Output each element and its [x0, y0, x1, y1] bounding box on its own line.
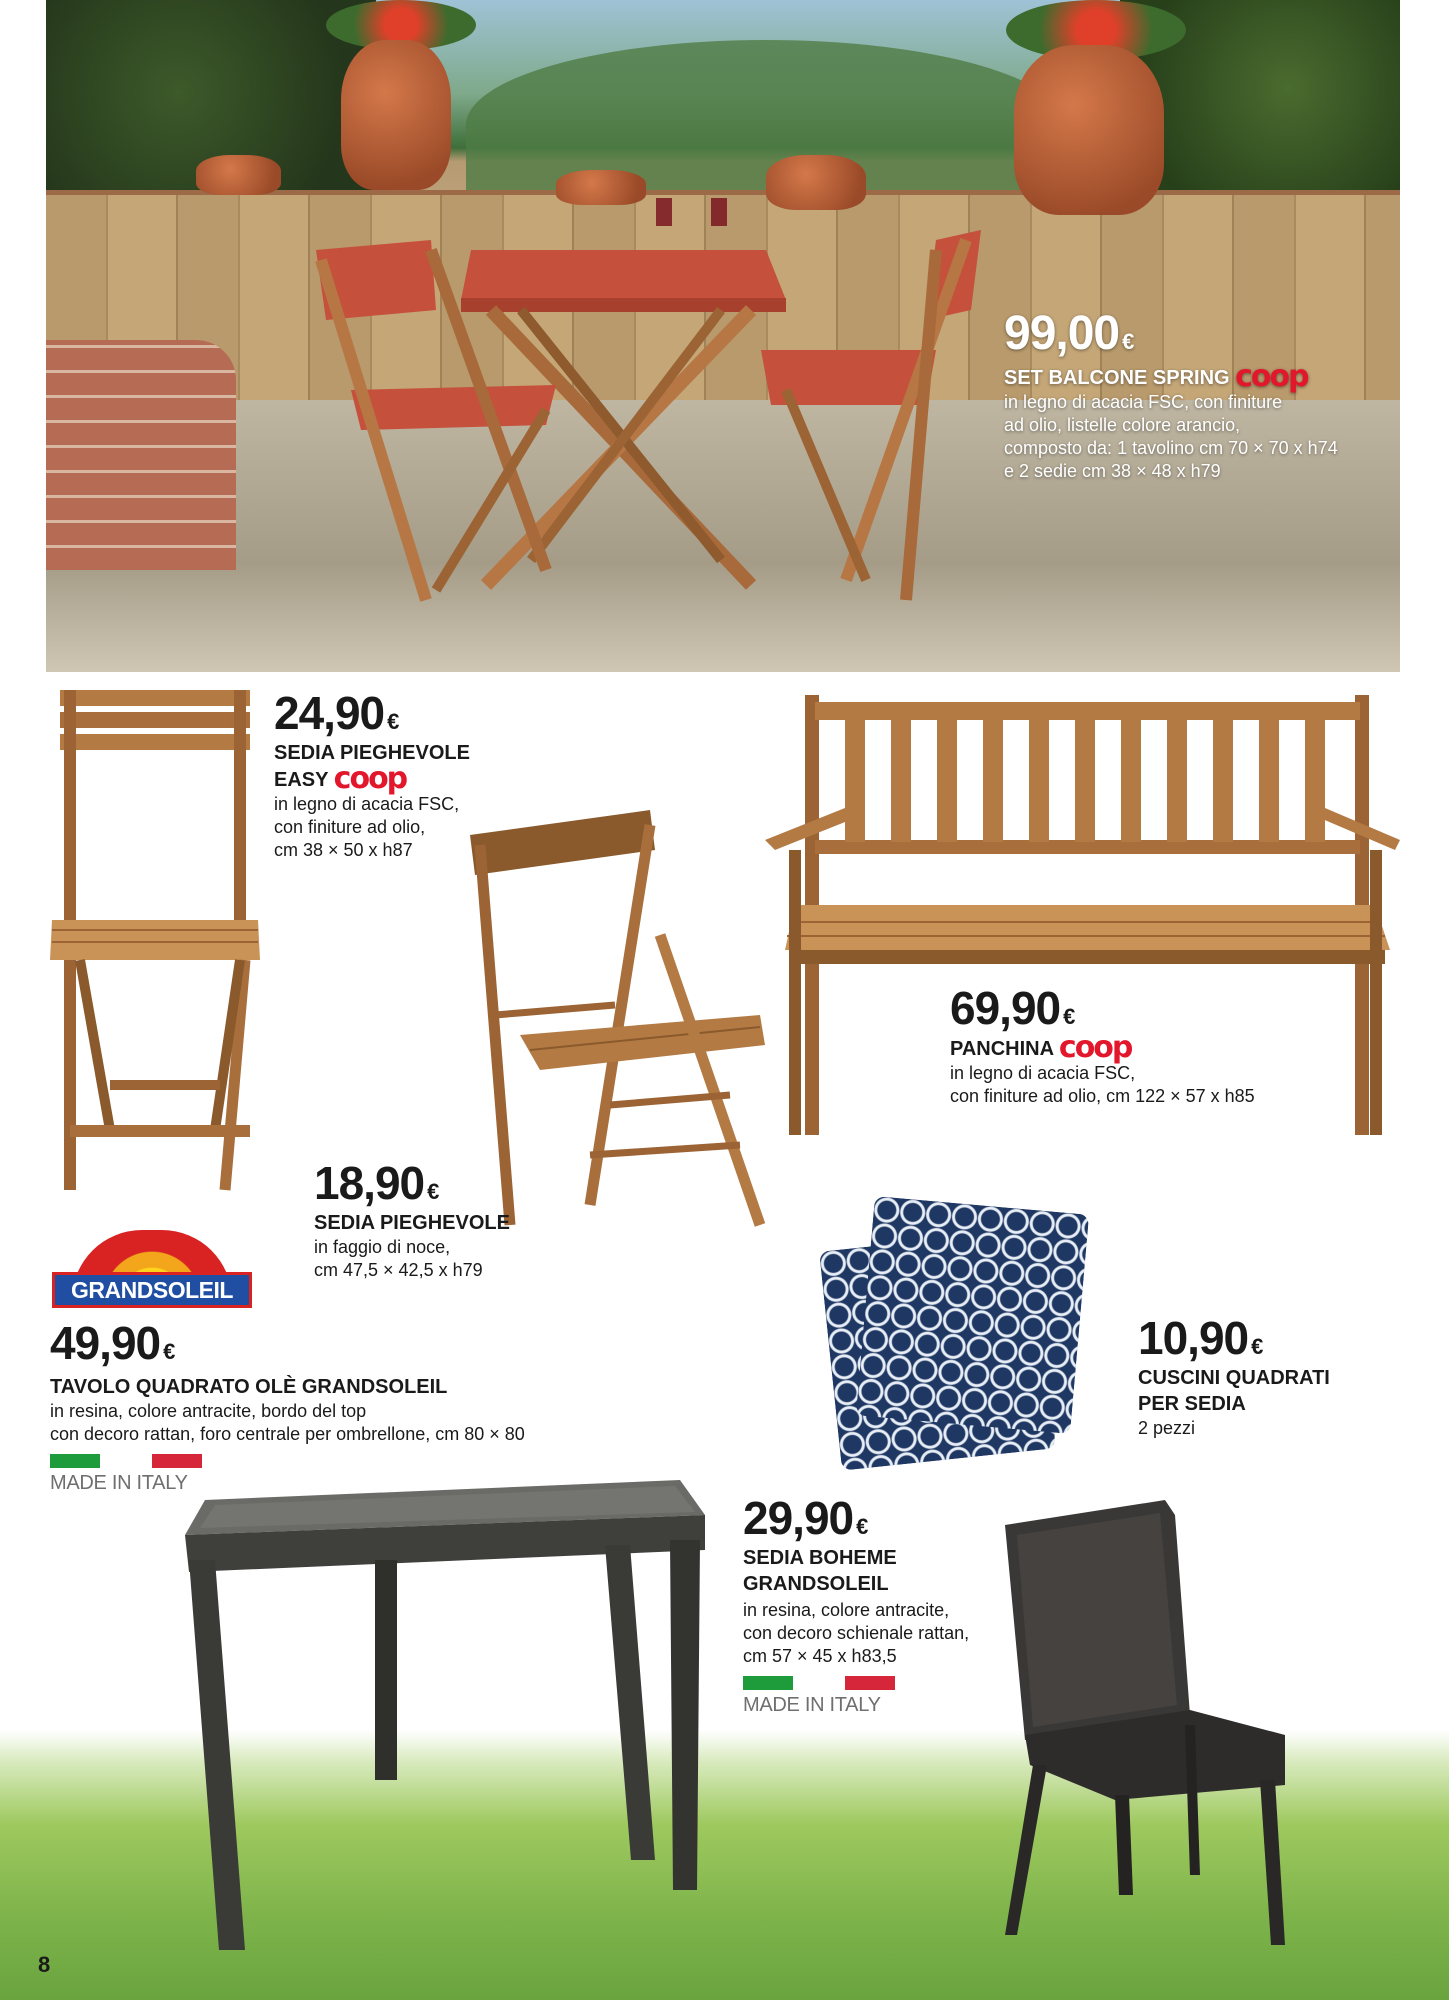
- cushions-info: [1138, 1312, 1330, 1440]
- pot-small-left: [196, 155, 281, 195]
- table-desc-line: in resina, colore antracite, bordo del top: [50, 1401, 367, 1421]
- hero-photo-balcony-set: [46, 0, 1400, 672]
- bench-desc-line: in legno di acacia FSC,: [950, 1063, 1136, 1083]
- folding-chair-info: [314, 1157, 510, 1282]
- boheme-info: [743, 1492, 970, 1717]
- boheme-desc-line: cm 57 × 45 x h83,5: [743, 1646, 897, 1666]
- bench-price-value: 69,90: [950, 982, 1061, 1034]
- bench-price: [950, 982, 1255, 1034]
- hero-price-value: 99,00: [1004, 307, 1120, 360]
- boheme-chair-image: [995, 1495, 1295, 1955]
- coop-logo: coop: [1058, 1030, 1132, 1065]
- grandsoleil-logo-text: GRANDSOLEIL: [52, 1272, 252, 1308]
- hero-desc-line: ad olio, listelle colore arancio,: [1004, 415, 1241, 435]
- cushions-currency: €: [1251, 1334, 1263, 1359]
- bench-info: [950, 982, 1255, 1108]
- easy-chair-description: [274, 793, 470, 862]
- easy-chair-desc-line: con finiture ad olio,: [274, 817, 426, 837]
- flag-green-stripe: [743, 1676, 793, 1690]
- easy-chair-info: [274, 687, 470, 862]
- coop-logo: coop: [1235, 359, 1308, 394]
- bench-description: [950, 1062, 1255, 1108]
- folding-chair-description: [314, 1236, 510, 1282]
- table-description: [50, 1400, 525, 1446]
- table-price: [50, 1317, 525, 1369]
- easy-chair-name: SEDIA PIEGHEVOLE: [274, 742, 470, 764]
- brick-planter: [46, 340, 236, 570]
- bench-name-text: PANCHINA: [950, 1038, 1054, 1060]
- hero-description: [1004, 391, 1338, 483]
- cushion-front-image: [856, 1196, 1089, 1434]
- boheme-description: [743, 1599, 969, 1668]
- pot-left: [341, 40, 451, 190]
- hero-desc-line: composto da: 1 tavolino cm 70 × 70 x h74: [1004, 438, 1338, 458]
- pot-right: [1014, 45, 1164, 215]
- balcony-table-chairs: [246, 190, 1006, 610]
- folding-chair-price: [314, 1157, 510, 1209]
- easy-chair-image: [50, 690, 265, 1195]
- cushions-desc-line: 2 pezzi: [1138, 1418, 1196, 1438]
- boheme-made-in-italy: MADE IN ITALY: [743, 1694, 881, 1716]
- hero-currency: €: [1122, 329, 1134, 354]
- flag-green-stripe: [50, 1454, 100, 1468]
- boheme-currency: €: [856, 1514, 868, 1539]
- easy-chair-currency: €: [387, 709, 399, 734]
- hero-desc-line: e 2 sedie cm 38 × 48 x h79: [1004, 461, 1221, 481]
- hero-price: [1004, 307, 1338, 360]
- cushions-name: CUSCINI QUADRATI: [1138, 1367, 1330, 1389]
- table-name: TAVOLO QUADRATO OLÈ GRANDSOLEIL: [50, 1376, 448, 1398]
- page-number: 8: [38, 1952, 51, 1977]
- easy-chair-name-text: EASY: [274, 769, 329, 791]
- easy-chair-name-line2: [274, 761, 470, 796]
- italy-flag: [743, 1676, 969, 1694]
- boheme-desc-line: con decoro schienale rattan,: [743, 1623, 970, 1643]
- bench-desc-line: con finiture ad olio, cm 122 × 57 x h85: [950, 1086, 1255, 1106]
- cushions-price-value: 10,90: [1138, 1312, 1249, 1364]
- folding-chair-name: SEDIA PIEGHEVOLE: [314, 1212, 510, 1234]
- easy-chair-desc-line: cm 38 × 50 x h87: [274, 840, 413, 860]
- folding-chair-desc-line: in faggio di noce,: [314, 1237, 451, 1257]
- bench-name: [950, 1030, 1255, 1065]
- boheme-desc-line: in resina, colore antracite,: [743, 1600, 950, 1620]
- grandsoleil-logo: [52, 1230, 252, 1314]
- boheme-name: SEDIA BOHEME: [743, 1547, 897, 1569]
- cushions-name-line2: PER SEDIA: [1138, 1393, 1246, 1415]
- folding-chair-currency: €: [427, 1179, 439, 1204]
- table-desc-line: con decoro rattan, foro centrale per ombrellone, cm 80 × 80: [50, 1424, 525, 1444]
- bench-currency: €: [1063, 1004, 1075, 1029]
- boheme-price-value: 29,90: [743, 1492, 854, 1544]
- table-image: [175, 1460, 710, 1960]
- easy-chair-price-value: 24,90: [274, 687, 385, 739]
- coop-logo: coop: [333, 761, 407, 796]
- boheme-price: [743, 1492, 969, 1544]
- folding-chair-price-value: 18,90: [314, 1157, 425, 1209]
- hero-product-name: [1004, 359, 1338, 394]
- hero-desc-line: in legno di acacia FSC, con finiture: [1004, 392, 1283, 412]
- table-currency: €: [163, 1339, 175, 1364]
- flag-red-stripe: [845, 1676, 895, 1690]
- table-price-value: 49,90: [50, 1317, 161, 1369]
- table-made-in-italy: MADE IN ITALY: [50, 1472, 188, 1494]
- easy-chair-price: [274, 687, 470, 739]
- folding-chair-desc-line: cm 47,5 × 42,5 x h79: [314, 1260, 483, 1280]
- boheme-name-line2: GRANDSOLEIL: [743, 1573, 889, 1595]
- easy-chair-desc-line: in legno di acacia FSC,: [274, 794, 460, 814]
- hero-name-text: SET BALCONE SPRING: [1004, 367, 1230, 389]
- hero-price-block: [1004, 307, 1338, 483]
- cushions-price: [1138, 1312, 1330, 1364]
